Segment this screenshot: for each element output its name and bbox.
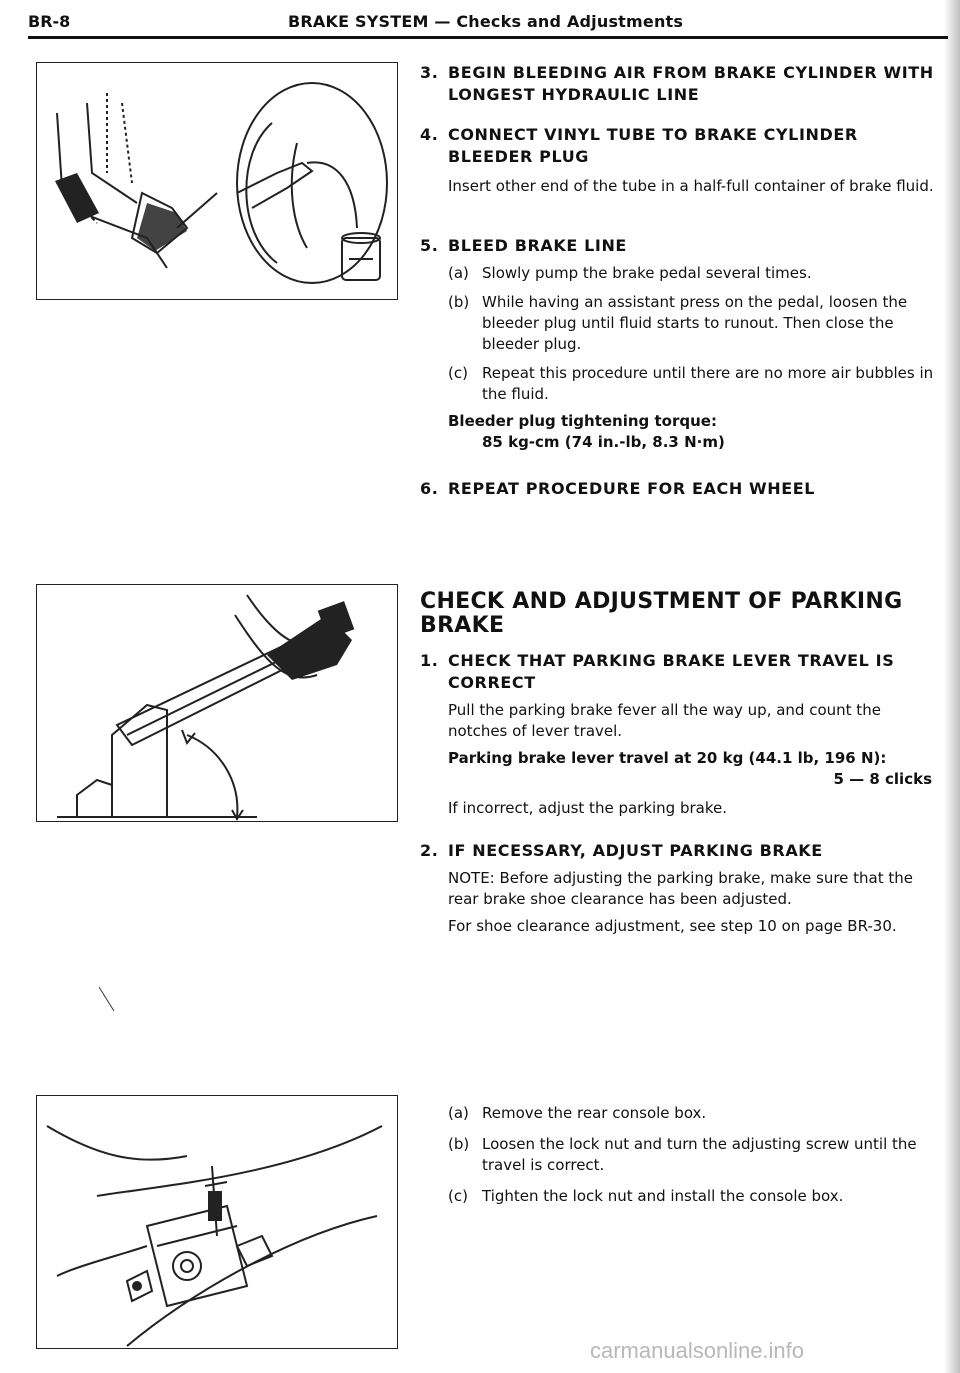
scan-edge-shadow (944, 0, 960, 1373)
step-number: 3. (420, 63, 439, 82)
torque-value: 85 kg-cm (74 in.-lb, 8.3 N·m) (482, 433, 725, 451)
spec-value: 5 — 8 clicks (833, 770, 932, 788)
watermark: carmanualsonline.info (590, 1338, 805, 1363)
substep-label: (c) (448, 1187, 468, 1205)
substep-a (448, 263, 940, 284)
step-4 (420, 124, 940, 197)
step-3 (420, 62, 940, 106)
substep-c (448, 363, 940, 405)
substep-a (448, 1103, 940, 1124)
page-reference: For shoe clearance adjustment, see step 10 on page BR-30. (448, 917, 897, 935)
substep-text: Slowly pump the brake pedal several times. (482, 264, 812, 282)
spec-label: Parking brake lever travel at 20 kg (44.1 lb, 196 N): (448, 749, 887, 767)
substep-text: Tighten the lock nut and install the console box. (482, 1187, 844, 1205)
step-note: NOTE: Before adjusting the parking brake, make sure that the rear brake shoe clearance has been adjusted. (448, 869, 914, 908)
substep-text: Loosen the lock nut and turn the adjusting screw until the travel is correct. (482, 1135, 917, 1174)
substep-b (448, 1134, 940, 1176)
running-head: BRAKE SYSTEM — Checks and Adjustments (288, 12, 684, 31)
stray-mark (99, 987, 115, 1011)
step-title: BLEED BRAKE LINE (448, 236, 627, 255)
step-number: 4. (420, 125, 439, 144)
step-title: BEGIN BLEEDING AIR FROM BRAKE CYLINDER WITH LONGEST HYDRAULIC LINE (448, 63, 934, 104)
substep-c (448, 1186, 940, 1207)
adjusting-screw-illustration (36, 1095, 398, 1349)
step-number: 5. (420, 236, 439, 255)
substep-text: While having an assistant press on the pedal, loosen the bleeder plug until fluid starts to runout. Then close the bleeder plug. (482, 293, 908, 353)
step-title: REPEAT PROCEDURE FOR EACH WHEEL (448, 479, 816, 498)
step-body: Pull the parking brake fever all the way up, and count the notches of lever travel. (448, 701, 881, 740)
substep-b (448, 292, 940, 355)
step-note: If incorrect, adjust the parking brake. (448, 799, 728, 817)
substep-label: (b) (448, 293, 470, 311)
step-number: 2. (420, 841, 439, 860)
bleeding-illustration (36, 62, 398, 300)
parking-step-2-substeps (420, 1103, 940, 1207)
step-title: IF NECESSARY, ADJUST PARKING BRAKE (448, 841, 823, 860)
step-5 (420, 235, 940, 453)
substep-label: (b) (448, 1135, 470, 1153)
page-code: BR-8 (28, 12, 71, 31)
substep-label: (c) (448, 364, 468, 382)
section-title: CHECK AND ADJUSTMENT OF PARKING BRAKE (420, 589, 903, 638)
step-6 (420, 478, 940, 500)
substep-label: (a) (448, 1104, 469, 1122)
parking-step-1 (420, 650, 940, 819)
substep-text: Repeat this procedure until there are no more air bubbles in the fluid. (482, 364, 934, 403)
step-title: CHECK THAT PARKING BRAKE LEVER TRAVEL IS CORRECT (448, 651, 895, 692)
parking-step-2 (420, 840, 940, 937)
header-rule (28, 36, 948, 39)
step-title: CONNECT VINYL TUBE TO BRAKE CYLINDER BLEEDER PLUG (448, 125, 858, 166)
substep-label: (a) (448, 264, 469, 282)
parking-brake-lever-illustration (36, 584, 398, 822)
step-number: 1. (420, 651, 439, 670)
step-body: Insert other end of the tube in a half-full container of brake fluid. (448, 177, 934, 195)
page-header (28, 12, 938, 38)
torque-label: Bleeder plug tightening torque: (448, 412, 717, 430)
step-number: 6. (420, 479, 439, 498)
substep-text: Remove the rear console box. (482, 1104, 707, 1122)
